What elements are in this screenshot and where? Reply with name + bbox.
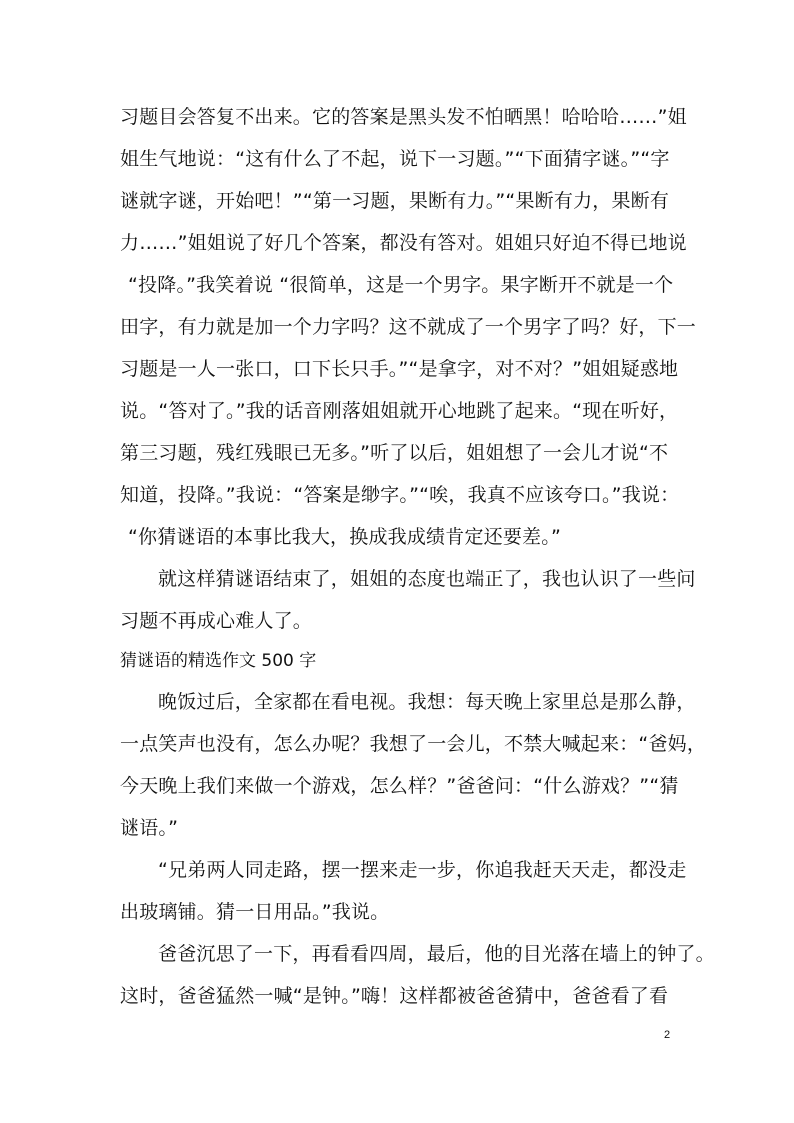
paragraph-line: 习题是一人一张口，口下长只手。”“是拿字，对不对？”姐姐疑惑地: [120, 358, 679, 380]
paragraph-line: 爸爸沉思了一下，再看看四周，最后，他的目光落在墙上的钟了。: [158, 943, 715, 965]
paragraph-line: 田字，有力就是加一个力字吗？这不就成了一个男字了吗？好，下一: [120, 316, 697, 338]
paragraph-line: 知道，投降。”我说：“答案是缈字。”“唉，我真不应该夸口。”我说：: [120, 484, 680, 506]
paragraph-line: 晚饭过后，全家都在看电视。我想：每天晚上家里总是那么静，: [158, 691, 696, 713]
paragraph-line: 说。“答对了。”我的话音刚落姐姐就开心地跳了起来。“现在听好，: [120, 400, 679, 422]
paragraph-line: “兄弟两人同走路，摆一摆来走一步，你追我赶天天走，都没走: [158, 859, 687, 881]
section-heading: 猜谜语的精选作文 500 字: [120, 651, 317, 671]
paragraph-line: 习题目会答复不出来。它的答案是黑头发不怕晒黑！哈哈哈……”姐: [120, 106, 687, 128]
page-number: 2: [664, 1029, 671, 1041]
paragraph-line: 这时，爸爸猛然一喊“是钟。”嗨！这样都被爸爸猜中，爸爸看了看: [120, 985, 669, 1007]
paragraph-line: 出玻璃铺。猜一日用品。”我说。: [120, 901, 390, 923]
paragraph-line: 姐生气地说：“这有什么了不起，说下一习题。”“下面猜字谜。”“字: [120, 148, 670, 170]
paragraph-line: “投降。”我笑着说 “很简单，这是一个男字。果字断开不就是一个: [128, 274, 674, 296]
paragraph-line: 一点笑声也没有，怎么办呢？我想了一会儿，不禁大喊起来：“爸妈，: [120, 733, 707, 755]
paragraph-line: 力……”姐姐说了好几个答案，都没有答对。姐姐只好迫不得已地说: [120, 232, 687, 254]
paragraph-line: 习题不再成心难人了。: [120, 610, 313, 632]
paragraph-line: 就这样猜谜语结束了，姐姐的态度也端正了，我也认识了一些问: [158, 568, 696, 590]
paragraph-line: 第三习题，残红残眼已无多。”听了以后，姐姐想了一会儿才说“不: [120, 442, 669, 464]
paragraph-line: “你猜谜语的本事比我大，换成我成绩肯定还要差。”: [128, 526, 561, 548]
paragraph-line: 谜就字谜，开始吧！”“第一习题，果断有力。”“果断有力，果断有: [120, 190, 670, 212]
paragraph-line: 今天晚上我们来做一个游戏，怎么样？”爸爸问：“什么游戏？”“猜: [120, 775, 679, 797]
paragraph-line: 谜语。”: [120, 817, 179, 839]
